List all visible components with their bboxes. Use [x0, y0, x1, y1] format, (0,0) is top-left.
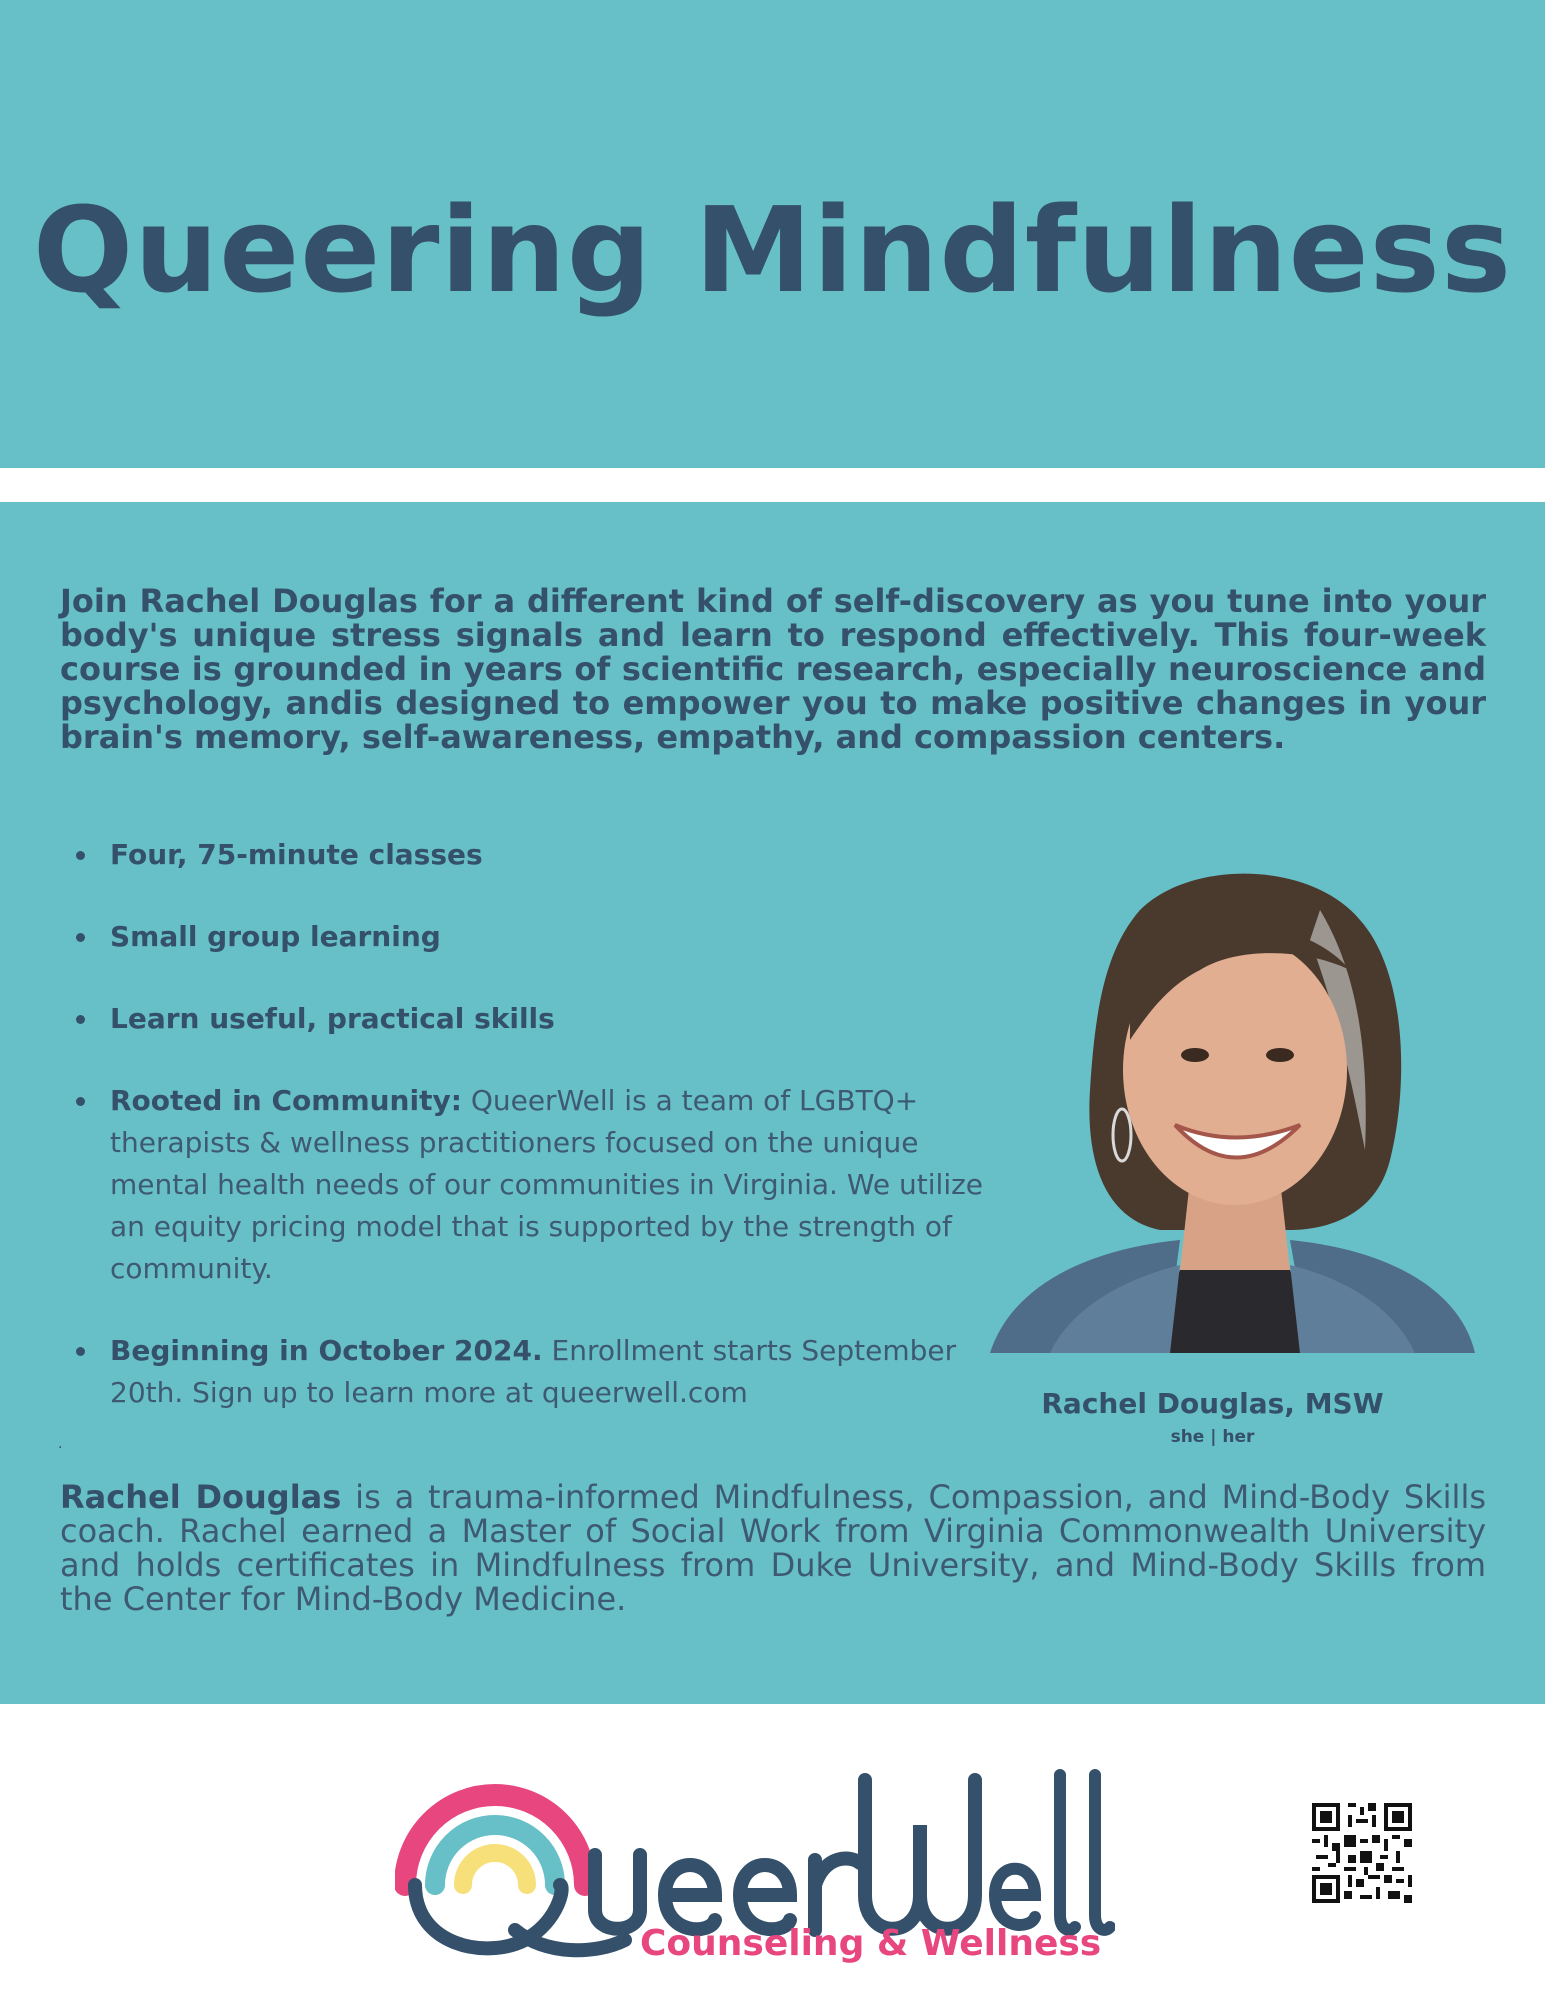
list-item: [110, 998, 990, 1040]
list-item-body: Enrollment starts September 20th. Sign up to learn more at queerwell.com: [110, 1334, 957, 1409]
list-item: [110, 916, 990, 958]
list-item: [110, 834, 990, 876]
page-title: Queering Mindfulness: [32, 181, 1513, 319]
list-item-strong: Rooted in Community:: [110, 1084, 462, 1117]
feature-list: [60, 834, 990, 1414]
portrait-illustration: [990, 850, 1475, 1353]
bio-text: is a trauma-informed Mindfulness, Compassion, and Mind-Body Skills coach. Rachel earned a Master of Social Work from Virginia Commonwealth University and holds certificates in Mindfulness from Duke University, and Mind-Body Skills from the Center for Mind-Body Medicine.: [60, 1478, 1487, 1618]
qr-code-icon[interactable]: [1312, 1803, 1412, 1903]
list-item-strong: Small group learning: [110, 920, 441, 953]
bio-name: Rachel Douglas: [60, 1478, 342, 1516]
logo-tagline: Counseling & Wellness: [640, 1923, 1102, 1964]
list-item-strong: Beginning in October 2024.: [110, 1334, 543, 1367]
qr-code-graphic: [1312, 1803, 1412, 1903]
instructor-name: Rachel Douglas, MSW: [1041, 1387, 1384, 1420]
intro-paragraph: Join Rachel Douglas for a different kind of self-discovery as you tune into your body's unique stress signals and learn to respond effectively. This four-week course is grounded in years of scientific research, especially neuroscience and psychology, andis designed to empower you to make positive changes in your brain's memory, self-awareness, empathy, and compassion centers.: [60, 582, 1486, 756]
bio-paragraph: [60, 1480, 1486, 1616]
list-item-strong: Four, 75-minute classes: [110, 838, 483, 871]
list-item-strong: Learn useful, practical skills: [110, 1002, 555, 1035]
instructor-pronouns: she | her: [1170, 1427, 1255, 1447]
stray-mark: .: [58, 1436, 63, 1452]
list-item-body: QueerWell is a team of LGBTQ+ therapists & wellness practitioners focused on the unique mental health needs of our communities in Virginia. We utilize an equity pricing model that is supported by the strength of community.: [110, 1084, 984, 1285]
list-item: [110, 1080, 990, 1290]
portrait-photo-icon: [990, 850, 1475, 1353]
list-item: [110, 1330, 990, 1414]
